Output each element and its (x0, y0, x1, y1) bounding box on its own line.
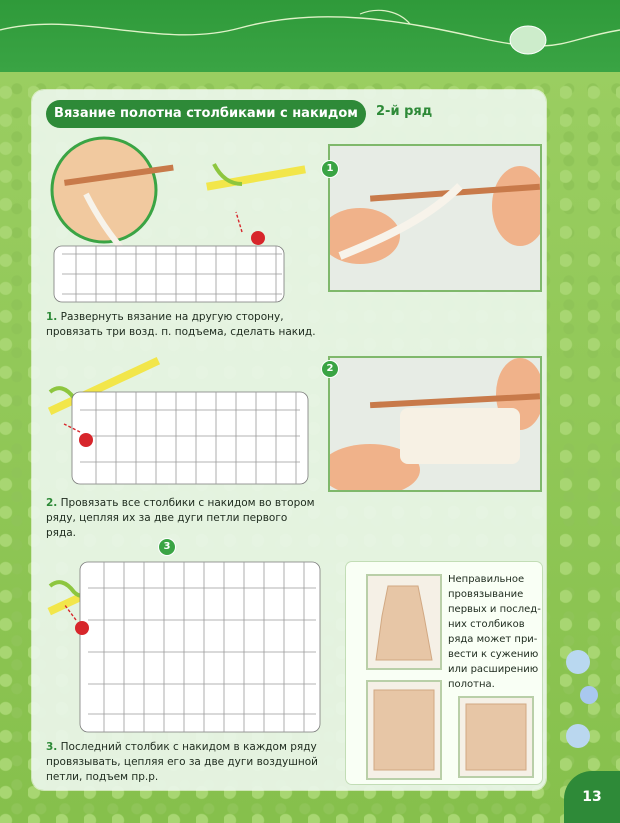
flower-icon (566, 650, 590, 674)
section-title: Вязание полотна столбиками с накидом (46, 100, 366, 128)
step3-badge: 3 (158, 538, 176, 556)
step2-diagram (40, 352, 320, 492)
note-text: Неправильное провязывание первых и послед- них столбиков ряда может при- вести к сужению или расширению полотна. (448, 574, 541, 690)
sample-narrowing (366, 574, 442, 670)
page-number: 13 (564, 771, 620, 823)
step2-text: Провязать все столбики с накидом во втором ряду, цепляя их за две дуги петли первого ряда. (46, 497, 315, 539)
step2-photo (328, 356, 542, 492)
step1-diagram (46, 134, 310, 310)
step1-badge: 1 (321, 160, 339, 178)
step1-number: 1. (46, 311, 58, 323)
step2-number: 2. (46, 497, 58, 509)
step3-text: Последний столбик с накидом в каждом ряду провязывать, цепляя его за две дуги воздушной петли, подъем пр.р. (46, 741, 318, 783)
header-band (0, 0, 620, 72)
row-label: 2-й ряд (376, 104, 433, 119)
step3-diagram (40, 548, 330, 738)
vine-decoration (0, 0, 620, 72)
step3-caption (46, 740, 326, 785)
step2-badge: 2 (321, 360, 339, 378)
sample-widening (366, 680, 442, 780)
step1-text: Развернуть вязание на другую сторону, провязать три возд. п. подъема, сделать накид. (46, 311, 316, 338)
sample-correct (458, 696, 534, 778)
step2-caption (46, 496, 316, 541)
step1-caption (46, 310, 316, 340)
flower-icon (566, 724, 590, 748)
flower-icon (580, 686, 598, 704)
step1-photo (328, 144, 542, 292)
step3-number: 3. (46, 741, 58, 753)
